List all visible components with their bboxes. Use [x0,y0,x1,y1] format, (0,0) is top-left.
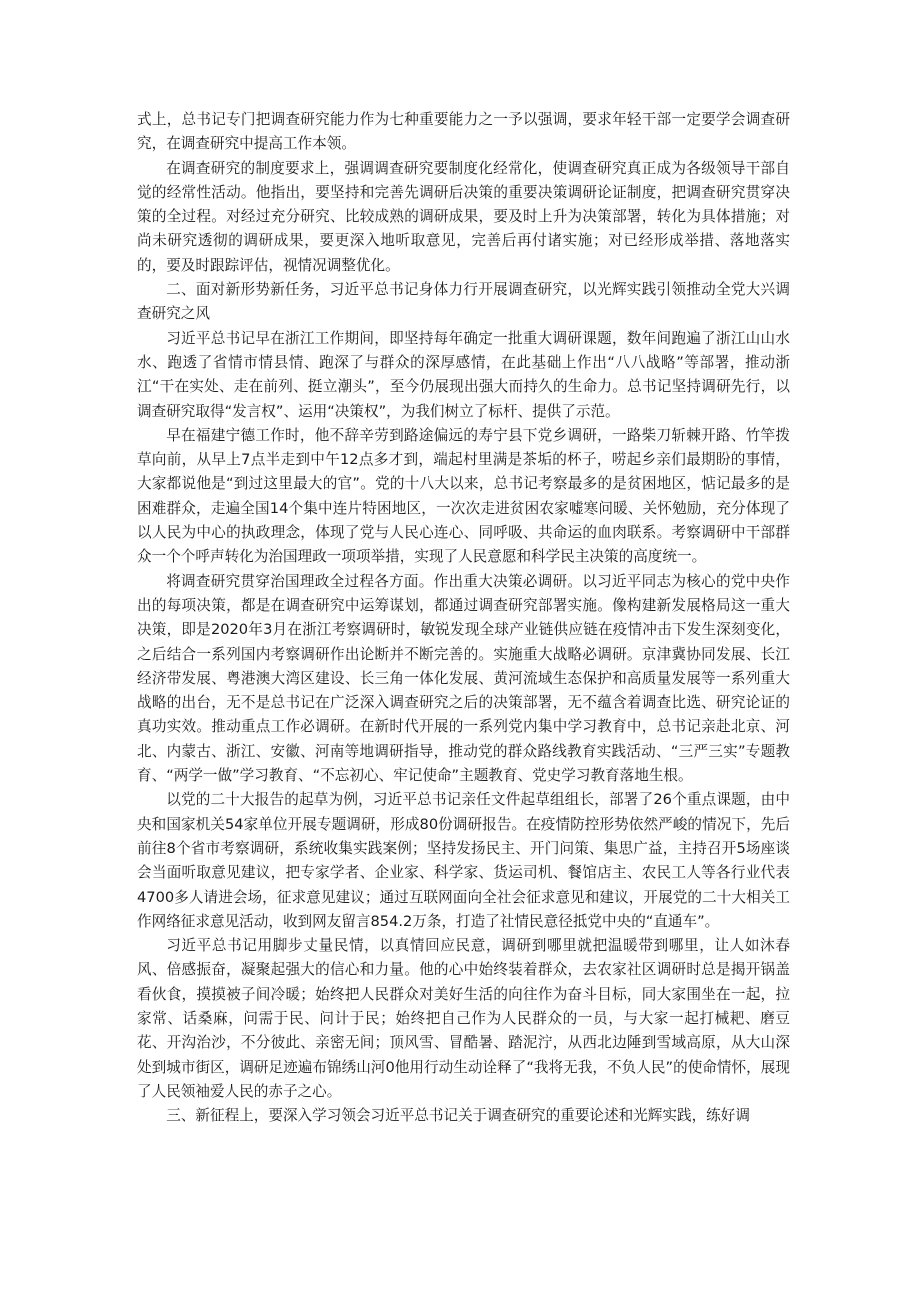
paragraph: 早在福建宁德工作时，他不辞辛劳到路途偏远的寿宁县下党乡调研，一路柴刀斩棘开路、竹竿拨草向前，从早上7点半走到中午12点多才到，端起村里满是茶垢的杯子，唠起乡亲们最期盼的事情，大家都说他是“到过这里最大的官”。党的十八大以来，总书记考察最多的是贫困地区，惦记最多的是困难群众，走遍全国14个集中连片特困地区，一次次走进贫困农家嘘寒问暖、关怀勉励，充分体现了以人民为中心的执政理念，体现了党与人民心连心、同呼吸、共命运的血肉联系。考察调研中干部群众一个个呼声转化为治国理政一项项举措，实现了人民意愿和科学民主决策的高度统一。 [137,426,790,566]
paragraph: 习近平总书记用脚步丈量民情，以真情回应民意，调研到哪里就把温暖带到哪里，让人如沐春风、倍感振奋，凝聚起强大的信心和力量。他的心中始终装着群众，去农家社区调研时总是揭开锅盖看伙食，摸摸被子间冷暖；始终把人民群众对美好生活的向往作为奋斗目标，同大家围坐在一起，拉家常、话桑麻，问需于民、问计于民；始终把自己作为人民群众的一员，与大家一起打械耙、磨豆花、开沟治沙，不分彼此、亲密无间；顶风雪、冒酷暑、踏泥泞，从西北边陲到雪域高原，从大山深处到城市街区，调研足迹遍布锦绣山河0他用行动生动诠释了“我将无我，不负人民”的使命情怀，展现了人民领袖爱人民的赤子之心。 [137,937,790,1100]
paragraph: 习近平总书记早在浙江工作期间，即坚持每年确定一批重大调研课题，数年间跑遍了浙江山山水水、跑透了省情市情县情、跑深了与群众的深厚感情，在此基础上作出“八八战略”等部署，推动浙江“干在实处、走在前列、挺立潮头”，至今仍展现出强大而持久的生命力。总书记坚持调研先行，以调查研究取得“发言权”、运用“决策权”，为我们树立了标杆、提供了示范。 [137,329,790,420]
paragraph-continuation: 式上，总书记专门把调查研究能力作为七种重要能力之一予以强调，要求年轻干部一定要学会调查研究，在调查研究中提高工作本领。 [137,111,790,153]
paragraph: 将调查研究贯穿治国理政全过程各方面。作出重大决策必调研。以习近平同志为核心的党中央作出的每项决策，都是在调查研究中运筹谋划，都通过调查研究部署实施。像构建新发展格局这一重大决策，即是2020年3月在浙江考察调研时，敏锐发现全球产业链供应链在疫情冲击下发生深刻变化，之后结合一系列国内考察调研作出论断并不断完善的。实施重大战略必调研。京津冀协同发展、长江经济带发展、粤港澳大湾区建设、长三角一体化发展、黄河流域生态保护和高质量发展等一系列重大战略的出台，无不是总书记在广泛深入调查研究之后的决策部署，无不蕴含着调查比选、研究论证的真功实效。推动重点工作必调研。在新时代开展的一系列党内集中学习教育中，总书记亲赴北京、河北、内蒙古、浙江、安徽、河南等地调研指导，推动党的群众路线教育实践活动、“三严三实”专题教育、“两学一做”学习教育、“不忘初心、牢记使命”主题教育、党史学习教育落地生根。 [137,572,791,785]
paragraph: 以党的二十大报告的起草为例，习近平总书记亲任文件起草组组长，部署了26个重点课题，由中央和国家机关54家单位开展专题调研，形成80份调研报告。在疫情防控形势依然严峻的情况下，先后前往8个省市考察调研，系统收集实践案例；坚持发扬民主、开门问策、集思广益，主持召开5场座谈会当面听取意见建议，把专家学者、企业家、科学家、货运司机、餐馆店主、农民工人等各行业代表4700多人请进会场，征求意见建议；通过互联网面向全社会征求意见和建议，开展党的二十大相关工作网络征求意见活动，收到网友留言854.2万条，打造了社情民意径抵党中央的“直通车”。 [137,791,790,930]
section-heading-3: 三、新征程上，要深入学习领会习近平总书记关于调查研究的重要论述和光辉实践，练好调 [166,1107,750,1125]
paragraph: 在调查研究的制度要求上，强调调查研究要制度化经常化，使调查研究真正成为各级领导干部自觉的经常性活动。他指出，要坚持和完善先调研后决策的重要决策调研论证制度，把调查研究贯穿决策的全过程。对经过充分研究、比较成熟的调研成果，要及时上升为决策部署，转化为具体措施；对尚未研究透彻的调研成果，要更深入地听取意见，完善后再付诸实施；对已经形成举措、落地落实的，要及时跟踪评估，视情况调整优化。 [137,159,790,274]
section-heading-2: 二、面对新形势新任务，习近平总书记身体力行开展调查研究，以光辉实践引领推动全党大兴调查研究之风 [137,281,790,323]
document-body [137,108,790,1128]
